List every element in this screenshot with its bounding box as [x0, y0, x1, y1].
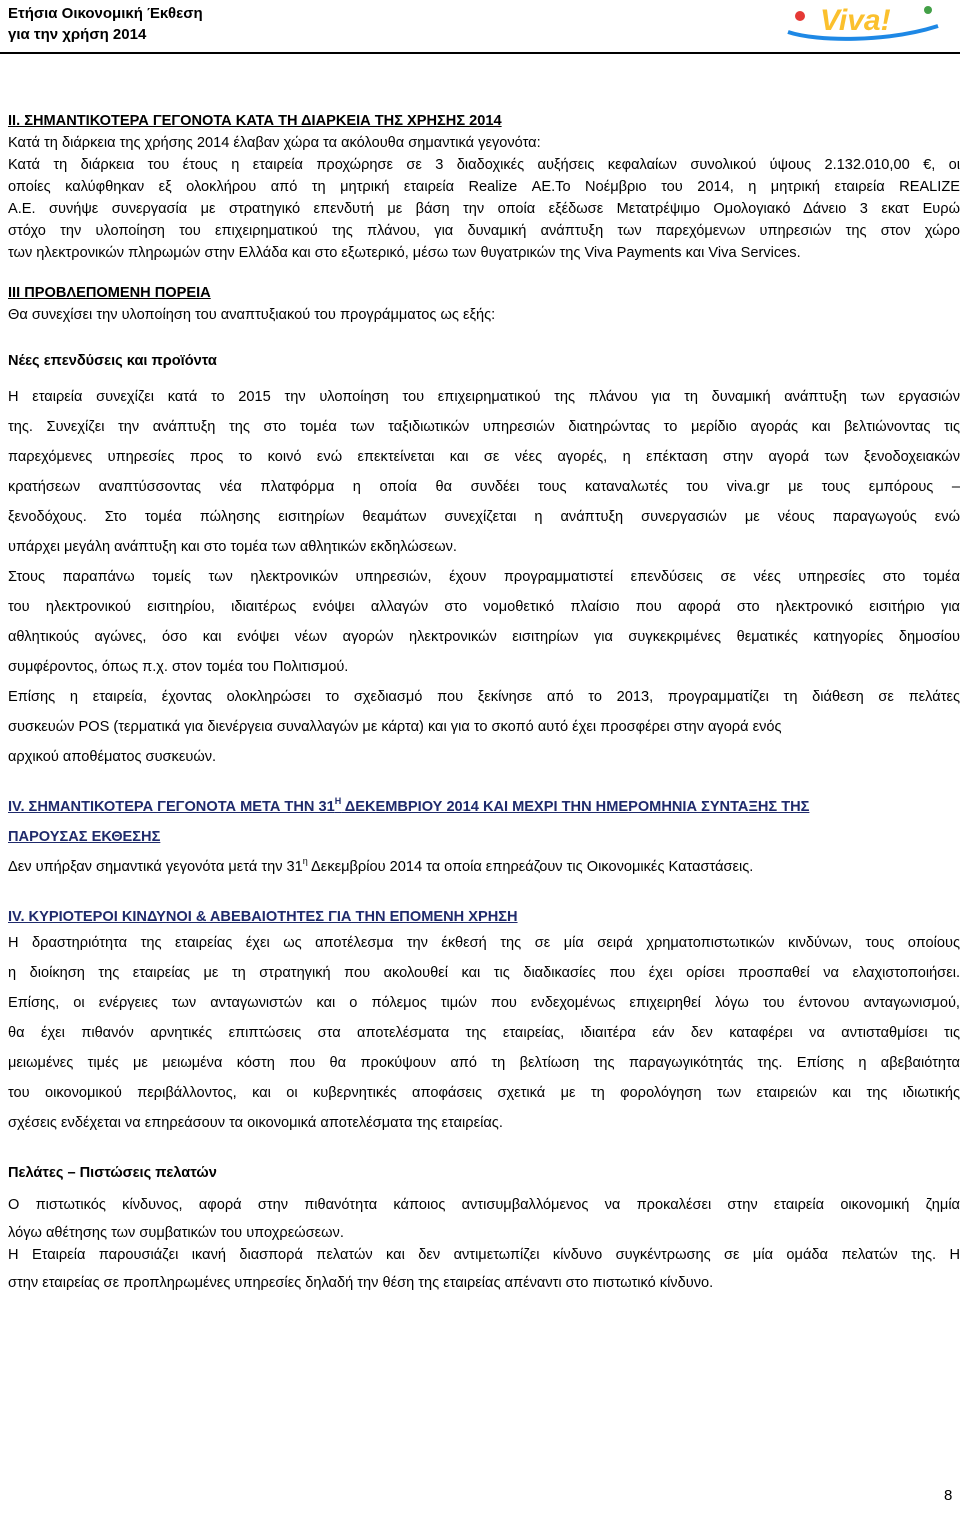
paragraph-line: στην εταιρείας σε προπληρωμένες υπηρεσίες δηλαδή την θέση της εταιρείας απέναντι στο πιστωτικό κίνδυνο.: [8, 1275, 714, 1291]
paragraph-line: της. Συνεχίζει την ανάπτυξη της στο τομέα των ταξιδιωτικών υπηρεσιών διατηρώντας το μερίδιο αγοράς και βελτιώνοντας τις: [8, 419, 960, 435]
paragraph-line: η διοίκηση της εταιρείας με τη στρατηγική που ακολουθεί και τις διαδικασίες που έχει ορίσει προσπαθεί να ελαχιστοποιήσει.: [8, 965, 960, 981]
paragraph-line: των ηλεκτρονικών πληρωμών στην Ελλάδα και στο εξωτερικό, μέσω των θυγατρικών της Viva Payments και Viva Services.: [8, 245, 801, 261]
section-4-heading: IV. ΣΗΜΑΝΤΙΚΟΤΕΡΑ ΓΕΓΟΝΟΤΑ ΜΕΤΑ ΤΗΝ $31^H$ ΔΕΚΕΜΒΡΙΟΥ 2014 ΚΑΙ ΜΕΧΡΙ ΤΗΝ ΗΜΕΡΟΜΗΝΙΑ ΣΥΝΤΑΞΗΣ ΤΗΣ: [8, 796, 810, 815]
paragraph-line: υπάρχει μεγάλη ανάπτυξη και στο τομέα των αθλητικών εκδηλώσεων.: [8, 539, 457, 555]
page-number: 8: [944, 1487, 953, 1504]
paragraph-line: Κατά τη διάρκεια του έτους η εταιρεία προχώρησε σε 3 διαδοχικές αυξήσεις κεφαλαίων συνολικού ύψους 2.132.010,00 €, οι: [8, 157, 960, 173]
viva-logo: [778, 2, 944, 42]
paragraph-line: λόγω αθέτησης των συμβατικών του υποχρεώσεων.: [8, 1225, 344, 1241]
paragraph-line: μειωμένες τιμές με μειωμένα κόστη που θα προκύψουν από τη βελτίωση της παραγωγικότητάς της. Επίσης η αβεβαιότητα: [8, 1055, 960, 1071]
paragraph-line: αρχικού αποθέματος συσκευών.: [8, 749, 217, 765]
paragraph-line: Ο πιστωτικός κίνδυνος, αφορά στην πιθανότητα κάποιος αντισυμβαλλόμενος να προκαλέσει στην εταιρεία οικονομική ζημία: [8, 1197, 960, 1213]
paragraph-line: Δεν υπήρξαν σημαντικά γεγονότα μετά την $31^\eta$ Δεκεμβρίου 2014 τα οποία επηρεάζουν τις Οικονομικές Καταστάσεις.: [8, 856, 754, 875]
paragraph-line: Κατά τη διάρκεια της χρήσης 2014 έλαβαν χώρα τα ακόλουθα σημαντικά γεγονότα:: [8, 135, 541, 151]
paragraph-line: Η εταιρεία συνεχίζει κατά το 2015 την υλοποίηση του επιχειρηματικού της πλάνου για τη δυναμική ανάπτυξη των εργασιών: [8, 389, 960, 405]
customers-heading: Πελάτες – Πιστώσεις πελατών: [8, 1165, 217, 1181]
document-body: [8, 110, 960, 1294]
paragraph-line: Α.Ε. συνήψε συνεργασία με στρατηγικό επενδυτή με βάση την οποία εξέδωσε Μετατρέψιμο Ομολογιακό Δάνειο 3 εκατ Ευρώ: [8, 201, 960, 217]
logo-dot-green: [924, 6, 932, 14]
section-3-heading: III ΠΡΟΒΛΕΠΟΜΕΝΗ ΠΟΡΕΙΑ: [8, 285, 211, 301]
report-title: [8, 3, 203, 45]
paragraph-line: του οικονομικού περιβάλλοντος, και οι κυβερνητικές αποφάσεις σχετικά με τη φορολόγηση των εταιρειών και της ιδιωτικής: [8, 1085, 960, 1101]
section-5-heading: IV. ΚΥΡΙΟΤΕΡΟΙ ΚΙΝΔΥΝΟΙ & ΑΒΕΒΑΙΟΤΗΤΕΣ ΓΙΑ ΤΗΝ ΕΠΟΜΕΝΗ ΧΡΗΣΗ: [8, 909, 518, 925]
paragraph-line: του ηλεκτρονικού εισιτηρίου, ιδιαιτέρως ενόψει αλλαγών στο νομοθετικό πλαίσιο που αφορά στο ηλεκτρονικό εισιτήριο για: [8, 599, 960, 615]
paragraph-line: συμφέροντος, όπως π.χ. στον τομέα του Πολιτισμού.: [8, 659, 349, 675]
page-header: [0, 0, 960, 48]
report-title-line2: για την χρήση 2014: [8, 26, 147, 43]
logo-wordmark: Viva!: [820, 4, 891, 37]
paragraph-line: παρεχόμενες υπηρεσίες προς το κοινό ενώ επεκτείνεται και σε νέες αγορές, η επέκταση στην αγορά των ξενοδοχειακών: [8, 449, 960, 465]
paragraph-line: Η Εταιρεία παρουσιάζει ικανή διασπορά πελατών και δεν αντιμετωπίζει κίνδυνο συγκέντρωσης σε μία ομάδα πελατών της. Η: [8, 1247, 960, 1263]
paragraph-line: οποίες καλύφθηκαν εξ ολοκλήρου από τη μητρική εταιρεία Realize ΑΕ.Το Νοέμβριο του 2014, η μητρική εταιρεία REALIZE: [8, 179, 960, 195]
paragraph-line: θα έχει πιθανόν αρνητικές επιπτώσεις στα αποτελέσματα της εταιρείας, ιδιαιτέρα εάν δεν καταφέρει να αντισταθμίσει τις: [8, 1025, 960, 1041]
paragraph-line: Στους παραπάνω τομείς των ηλεκτρονικών υπηρεσιών, έχουν προγραμματιστεί επενδύσεις σε νέες υπηρεσίες στο τομέα: [8, 569, 960, 585]
paragraph-line: κρατήσεων αναπτύσσοντας νέα πλατφόρμα η οποία θα συνδέει τους καταναλωτές του viva.gr με τους εμπόρους –: [8, 479, 960, 495]
paragraph-line: Θα συνεχίσει την υλοποίηση του αναπτυξιακού του προγράμματος ως εξής:: [8, 307, 496, 323]
header-divider: [0, 52, 960, 54]
section-4-heading-line2: ΠΑΡΟΥΣΑΣ ΕΚΘΕΣΗΣ: [8, 829, 161, 845]
paragraph-line: αθλητικούς αγώνες, όσο και ενόψει νέων αγορών ηλεκτρονικών εισιτηρίων για συγκεκριμένες θεματικές κατηγορίες δημοσίου: [8, 629, 960, 645]
paragraph-line: στόχο την υλοποίηση του επιχειρηματικού της πλάνου, για δυναμική ανάπτυξη των παρεχόμενων υπηρεσιών της στον χώρο: [8, 223, 960, 239]
paragraph-line: Επίσης η εταιρεία, έχοντας ολοκληρώσει το σχεδιασμό που ξεκίνησε από το 2013, προγραμματίζει τη διάθεση σε πελάτες: [8, 689, 960, 705]
paragraph-line: Η δραστηριότητα της εταιρείας έχει ως αποτέλεσμα την έκθεσή της σε μία σειρά χρηματοπιστωτικών κινδύνων, τους οποίους: [8, 935, 960, 951]
paragraph-line: Επίσης, οι ενέργειες των ανταγωνιστών και ο πόλεμος τιμών που ενδεχομένως επιχειρηθεί λόγω του έντονου ανταγωνισμού,: [8, 995, 960, 1011]
section-2-heading: II. ΣΗΜΑΝΤΙΚΟΤΕΡΑ ΓΕΓΟΝΟΤΑ ΚΑΤΑ ΤΗ ΔΙΑΡΚΕΙΑ ΤΗΣ ΧΡΗΣΗΣ 2014: [8, 113, 502, 129]
section-3-subheading: Νέες επενδύσεις και προϊόντα: [8, 353, 217, 369]
paragraph-line: συσκευών POS (τερματικά για διενέργεια συναλλαγών με κάρτα) και για το σκοπό αυτό έχει προσφέρει στην αγορά ενός: [8, 719, 782, 735]
paragraph-line: ξενοδόχους. Στο τομέα πώλησης εισιτηρίων θεαμάτων συνεχίζεται η ανάπτυξη συνεργασιών με νέους παραγωγούς ενώ: [8, 509, 960, 525]
logo-dot-red: [795, 11, 805, 21]
report-title-line1: Ετήσια Οικονομική Έκθεση: [8, 5, 203, 22]
paragraph-line: σχέσεις ενδέχεται να επηρεάσουν τα οικονομικά αποτελέσματα της εταιρείας.: [8, 1115, 503, 1131]
